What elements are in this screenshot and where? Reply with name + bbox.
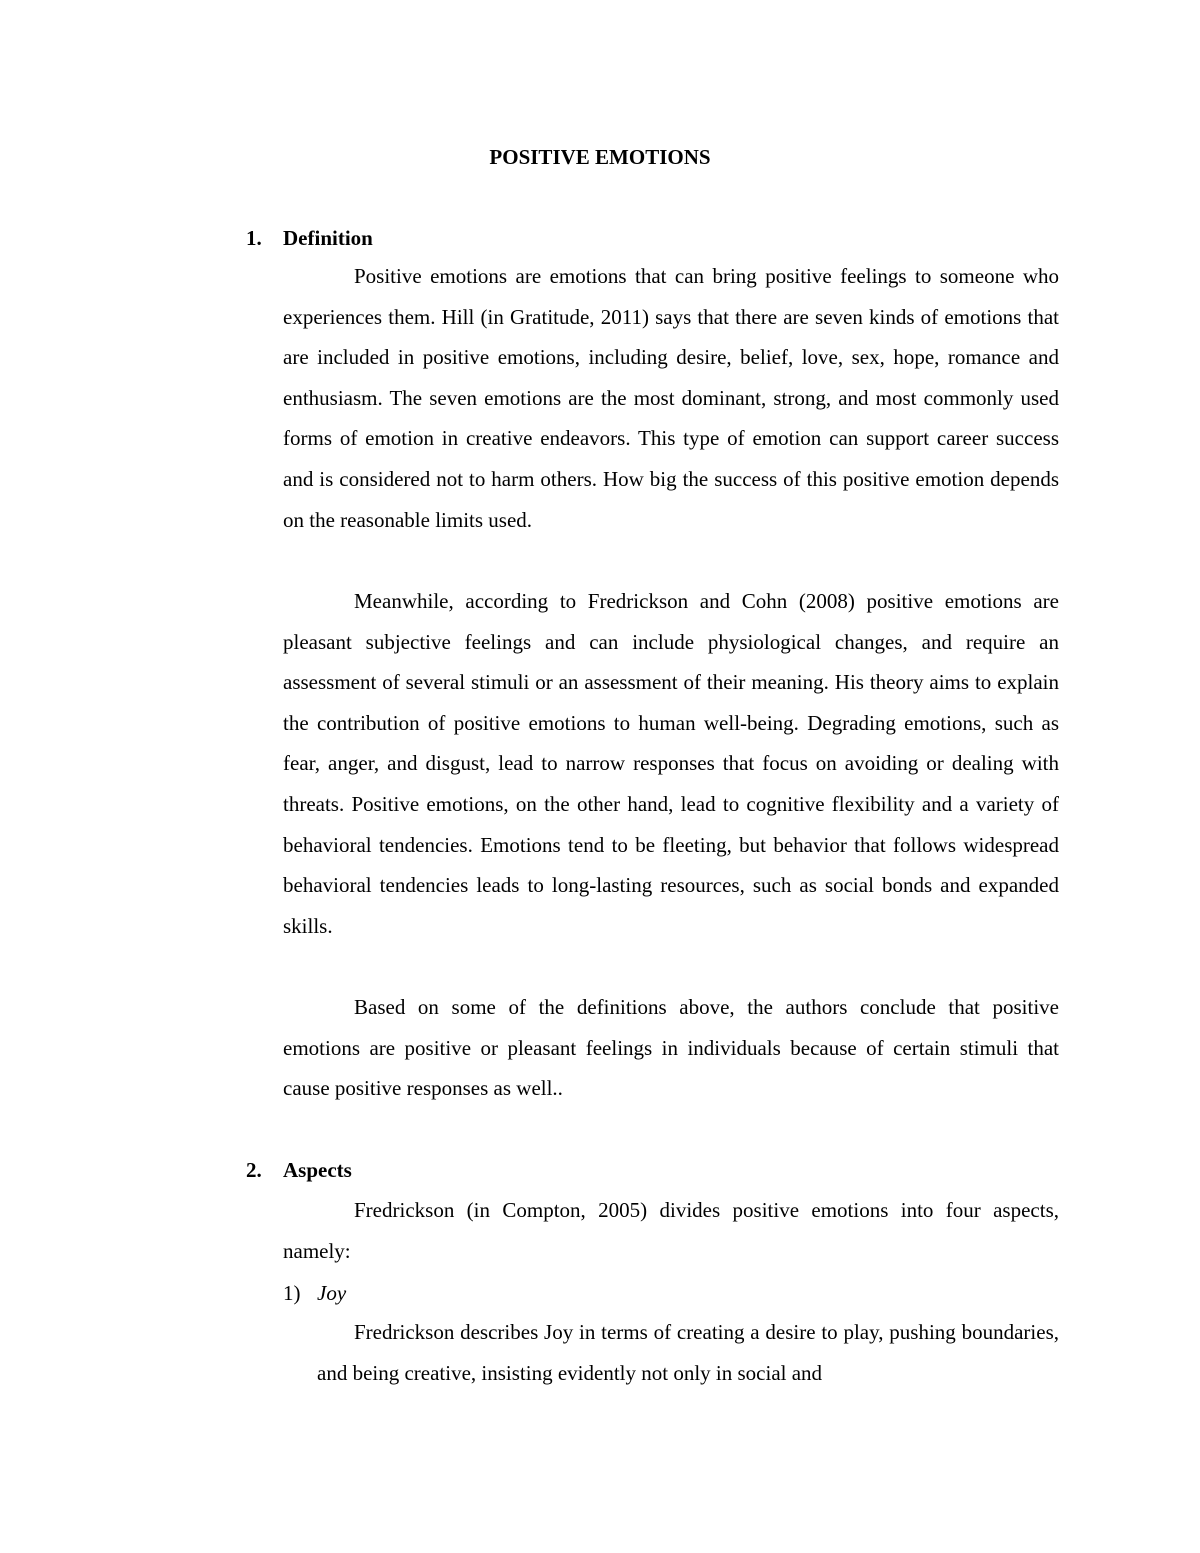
definition-paragraph-3: Based on some of the definitions above, the authors conclude that positive emotions are positive or pleasant feelings in individuals because of certain stimuli that cause positive responses as well.. xyxy=(283,995,1059,1101)
section-title: Aspects xyxy=(283,1158,352,1182)
section-heading-aspects xyxy=(246,1156,352,1184)
joy-paragraph: Fredrickson describes Joy in terms of creating a desire to play, pushing boundaries, and being creative, insisting evidently not only in social and xyxy=(317,1320,1059,1385)
definition-paragraph-2: Meanwhile, according to Fredrickson and Cohn (2008) positive emotions are pleasant subjective feelings and can include physiological changes, and require an assessment of several stimuli or an assessment of their meaning. His theory aims to explain the contribution of positive emotions to human well-being. Degrading emotions, such as fear, anger, and disgust, lead to narrow responses that focus on avoiding or dealing with threats. Positive emotions, on the other hand, lead to cognitive flexibility and a variety of behavioral tendencies. Emotions tend to be fleeting, but behavior that follows widespread behavioral tendencies leads to long-lasting resources, such as social bonds and expanded skills. xyxy=(283,589,1059,938)
section-number: 1. xyxy=(246,226,262,250)
section-number: 2. xyxy=(246,1158,262,1182)
aspect-item-number: 1) xyxy=(283,1281,301,1305)
aspects-paragraph-1: Fredrickson (in Compton, 2005) divides positive emotions into four aspects, namely: xyxy=(283,1198,1059,1263)
section-heading-definition xyxy=(246,224,373,252)
aspect-item-joy xyxy=(283,1279,346,1307)
document-title: POSITIVE EMOTIONS xyxy=(489,145,711,169)
section-title: Definition xyxy=(283,226,373,250)
aspect-item-label: Joy xyxy=(317,1281,347,1305)
definition-paragraph-1: Positive emotions are emotions that can bring positive feelings to someone who experiences them. Hill (in Gratitude, 2011) says that there are seven kinds of emotions that are included in positive emotions, including desire, belief, love, sex, hope, romance and enthusiasm. The seven emotions are the most dominant, strong, and most commonly used forms of emotion in creative endeavors. This type of emotion can support career success and is considered not to harm others. How big the success of this positive emotion depends on the reasonable limits used. xyxy=(283,264,1059,532)
